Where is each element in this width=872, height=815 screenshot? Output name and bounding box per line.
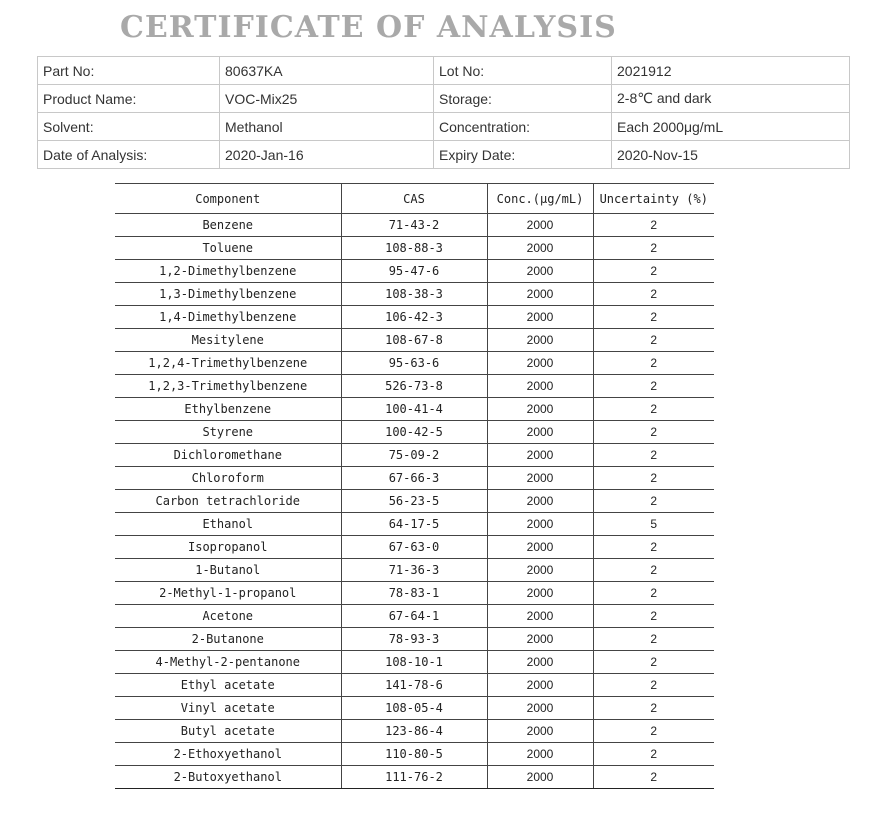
concentration-value: 2000 [487, 697, 593, 720]
cas-number: 75-09-2 [341, 444, 487, 467]
uncertainty-value: 2 [593, 674, 714, 697]
component-name: Dichloromethane [115, 444, 341, 467]
uncertainty-value: 2 [593, 329, 714, 352]
header-concentration: Conc.(μg/mL) [487, 184, 593, 214]
uncertainty-value: 2 [593, 536, 714, 559]
cas-number: 71-43-2 [341, 214, 487, 237]
part-value: 80637KA [220, 57, 434, 85]
concentration-value: 2000 [487, 536, 593, 559]
cas-number: 108-38-3 [341, 283, 487, 306]
component-name: Butyl acetate [115, 720, 341, 743]
component-name: 2-Ethoxyethanol [115, 743, 341, 766]
cas-number: 100-41-4 [341, 398, 487, 421]
cas-number: 67-66-3 [341, 467, 487, 490]
component-name: 4-Methyl-2-pentanone [115, 651, 341, 674]
concentration-value: 2000 [487, 467, 593, 490]
uncertainty-value: 2 [593, 651, 714, 674]
concentration-value: 2000 [487, 306, 593, 329]
concentration-value: 2000 [487, 283, 593, 306]
component-name: Vinyl acetate [115, 697, 341, 720]
storage-label: Storage: [434, 85, 612, 113]
cas-number: 108-05-4 [341, 697, 487, 720]
table-row [115, 421, 714, 444]
concentration-value: Each 2000μg/mL [612, 113, 850, 141]
cas-number: 110-80-5 [341, 743, 487, 766]
table-row [115, 743, 714, 766]
table-row [115, 697, 714, 720]
analysis-date-label: Date of Analysis: [38, 141, 220, 169]
component-name: 1,2-Dimethylbenzene [115, 260, 341, 283]
components-body [115, 214, 714, 789]
uncertainty-value: 2 [593, 467, 714, 490]
table-row [115, 490, 714, 513]
page-title: CERTIFICATE OF ANALYSIS [120, 10, 617, 45]
component-name: Mesitylene [115, 329, 341, 352]
cas-number: 108-10-1 [341, 651, 487, 674]
storage-value: 2-8℃ and dark [612, 85, 850, 113]
lot-label: Lot No: [434, 57, 612, 85]
cas-number: 78-93-3 [341, 628, 487, 651]
table-row [115, 467, 714, 490]
uncertainty-value: 2 [593, 352, 714, 375]
component-name: 2-Methyl-1-propanol [115, 582, 341, 605]
cas-number: 95-63-6 [341, 352, 487, 375]
table-row [115, 398, 714, 421]
concentration-value: 2000 [487, 260, 593, 283]
concentration-value: 2000 [487, 352, 593, 375]
expiry-date-label: Expiry Date: [434, 141, 612, 169]
expiry-date-value: 2020-Nov-15 [612, 141, 850, 169]
table-row [115, 306, 714, 329]
component-name: Styrene [115, 421, 341, 444]
cas-number: 141-78-6 [341, 674, 487, 697]
uncertainty-value: 2 [593, 628, 714, 651]
info-row [38, 85, 850, 113]
component-name: Ethanol [115, 513, 341, 536]
concentration-value: 2000 [487, 628, 593, 651]
uncertainty-value: 2 [593, 559, 714, 582]
table-row [115, 375, 714, 398]
uncertainty-value: 2 [593, 444, 714, 467]
table-row [115, 283, 714, 306]
component-name: 2-Butanone [115, 628, 341, 651]
table-row [115, 513, 714, 536]
cas-number: 67-64-1 [341, 605, 487, 628]
uncertainty-value: 2 [593, 582, 714, 605]
components-header-row [115, 184, 714, 214]
component-name: 1,4-Dimethylbenzene [115, 306, 341, 329]
table-row [115, 766, 714, 789]
concentration-value: 2000 [487, 513, 593, 536]
concentration-value: 2000 [487, 651, 593, 674]
concentration-value: 2000 [487, 237, 593, 260]
header-component: Component [115, 184, 341, 214]
component-name: Ethylbenzene [115, 398, 341, 421]
table-row [115, 720, 714, 743]
component-name: Isopropanol [115, 536, 341, 559]
uncertainty-value: 2 [593, 237, 714, 260]
components-table [115, 183, 714, 789]
cas-number: 78-83-1 [341, 582, 487, 605]
table-row [115, 651, 714, 674]
uncertainty-value: 2 [593, 283, 714, 306]
cas-number: 67-63-0 [341, 536, 487, 559]
concentration-value: 2000 [487, 375, 593, 398]
component-name: Carbon tetrachloride [115, 490, 341, 513]
concentration-value: 2000 [487, 582, 593, 605]
uncertainty-value: 2 [593, 260, 714, 283]
cas-number: 95-47-6 [341, 260, 487, 283]
info-row [38, 141, 850, 169]
table-row [115, 582, 714, 605]
solvent-label: Solvent: [38, 113, 220, 141]
component-name: 1-Butanol [115, 559, 341, 582]
concentration-value: 2000 [487, 766, 593, 789]
component-name: Benzene [115, 214, 341, 237]
table-row [115, 444, 714, 467]
component-name: Ethyl acetate [115, 674, 341, 697]
header-uncertainty: Uncertainty (%) [593, 184, 714, 214]
concentration-label: Concentration: [434, 113, 612, 141]
table-row [115, 214, 714, 237]
cas-number: 111-76-2 [341, 766, 487, 789]
uncertainty-value: 2 [593, 743, 714, 766]
uncertainty-value: 2 [593, 421, 714, 444]
uncertainty-value: 2 [593, 375, 714, 398]
component-name: 1,2,3-Trimethylbenzene [115, 375, 341, 398]
cas-number: 108-88-3 [341, 237, 487, 260]
concentration-value: 2000 [487, 398, 593, 421]
table-row [115, 674, 714, 697]
table-row [115, 352, 714, 375]
component-name: 1,2,4-Trimethylbenzene [115, 352, 341, 375]
uncertainty-value: 2 [593, 720, 714, 743]
concentration-value: 2000 [487, 720, 593, 743]
cas-number: 56-23-5 [341, 490, 487, 513]
uncertainty-value: 2 [593, 490, 714, 513]
component-name: 1,3-Dimethylbenzene [115, 283, 341, 306]
header-cas: CAS [341, 184, 487, 214]
concentration-value: 2000 [487, 743, 593, 766]
concentration-value: 2000 [487, 214, 593, 237]
concentration-value: 2000 [487, 559, 593, 582]
product-label: Product Name: [38, 85, 220, 113]
uncertainty-value: 5 [593, 513, 714, 536]
info-row [38, 57, 850, 85]
lot-value: 2021912 [612, 57, 850, 85]
cas-number: 64-17-5 [341, 513, 487, 536]
uncertainty-value: 2 [593, 398, 714, 421]
info-table [37, 56, 850, 169]
concentration-value: 2000 [487, 674, 593, 697]
concentration-value: 2000 [487, 490, 593, 513]
product-value: VOC-Mix25 [220, 85, 434, 113]
uncertainty-value: 2 [593, 306, 714, 329]
table-row [115, 536, 714, 559]
table-row [115, 260, 714, 283]
info-row [38, 113, 850, 141]
cas-number: 123-86-4 [341, 720, 487, 743]
cas-number: 106-42-3 [341, 306, 487, 329]
component-name: Chloroform [115, 467, 341, 490]
table-row [115, 559, 714, 582]
concentration-value: 2000 [487, 605, 593, 628]
cas-number: 71-36-3 [341, 559, 487, 582]
uncertainty-value: 2 [593, 697, 714, 720]
concentration-value: 2000 [487, 421, 593, 444]
component-name: Toluene [115, 237, 341, 260]
table-row [115, 237, 714, 260]
cas-number: 100-42-5 [341, 421, 487, 444]
concentration-value: 2000 [487, 329, 593, 352]
concentration-value: 2000 [487, 444, 593, 467]
uncertainty-value: 2 [593, 766, 714, 789]
solvent-value: Methanol [220, 113, 434, 141]
uncertainty-value: 2 [593, 214, 714, 237]
component-name: Acetone [115, 605, 341, 628]
cas-number: 526-73-8 [341, 375, 487, 398]
part-label: Part No: [38, 57, 220, 85]
cas-number: 108-67-8 [341, 329, 487, 352]
analysis-date-value: 2020-Jan-16 [220, 141, 434, 169]
table-row [115, 329, 714, 352]
table-row [115, 605, 714, 628]
table-row [115, 628, 714, 651]
component-name: 2-Butoxyethanol [115, 766, 341, 789]
uncertainty-value: 2 [593, 605, 714, 628]
